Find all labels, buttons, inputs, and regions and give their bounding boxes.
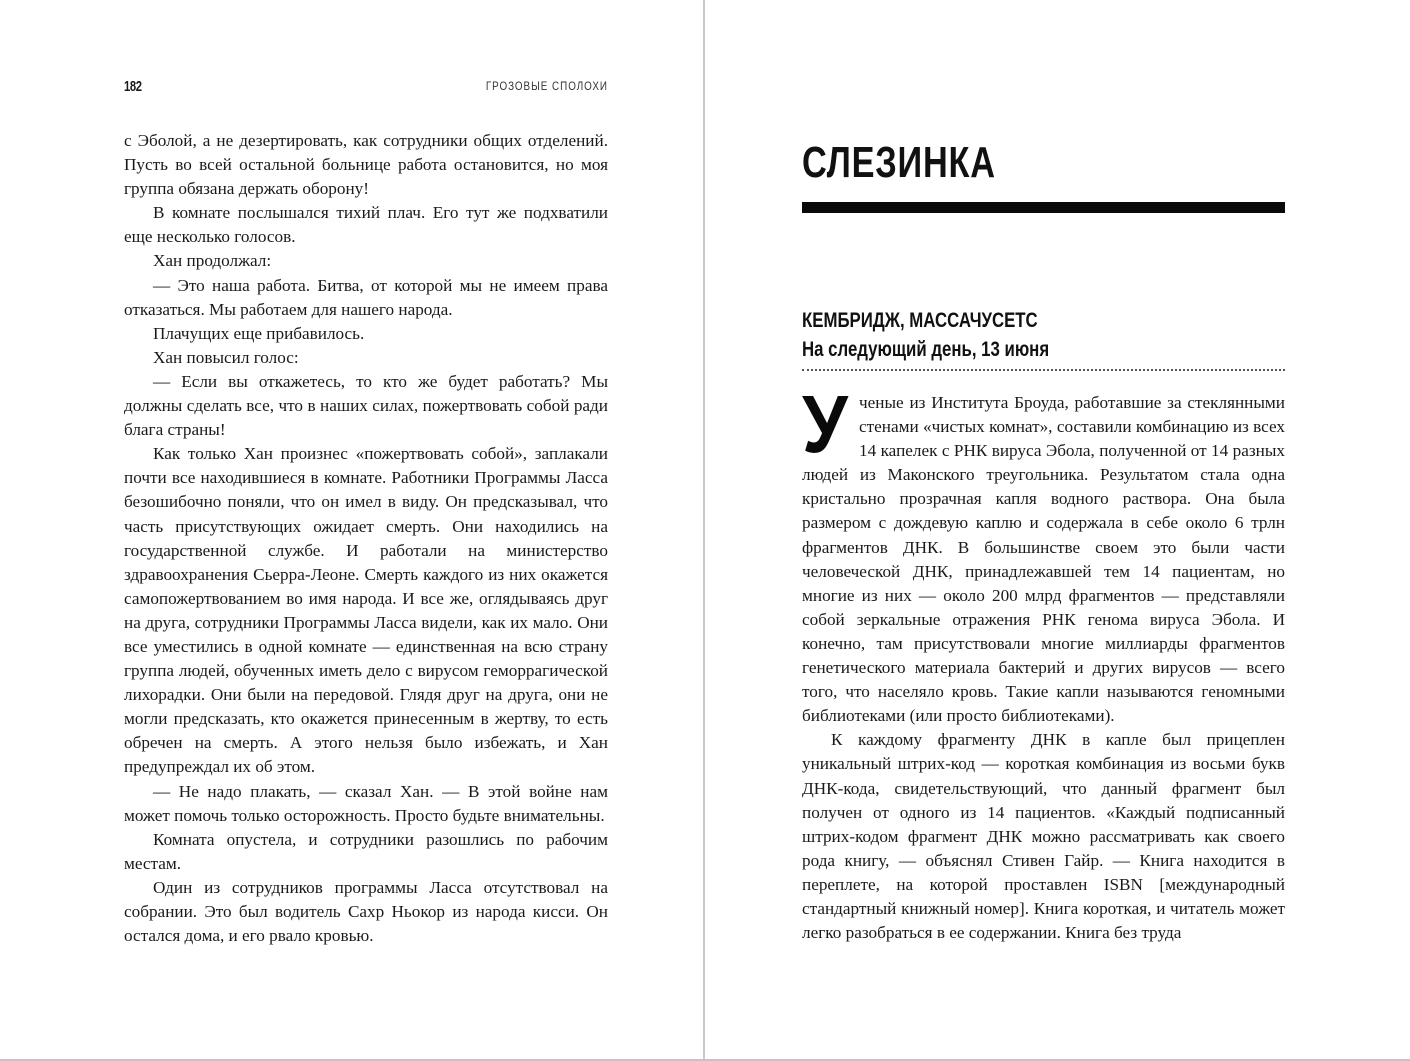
paragraph: — Если вы откажетесь, то кто же будет работать? Мы должны сделать все, что в наших силах, пожертвовать собой ради блага страны!	[124, 371, 608, 440]
paragraph: Плачущих еще прибавилось.	[153, 323, 365, 343]
paragraph: К каждому фрагменту ДНК в капле был прицеплен уникальный штрих-код — короткая комбинация из восьми букв ДНК-кода, свидетельствующий, что данный фрагмент был получен от одного из 14 пациентов. «Каждый подписанный штрих-кодом фрагмент ДНК можно рассматривать как своего рода книгу, — объяснял Стивен Гайр. — Книга находится в переплете, на которой проставлен ISBN [международный стандартный книжный номер]. Книга короткая, и читатель может легко разобраться в ее содержании. Книга без труда	[802, 730, 1285, 943]
paragraph-text: ченые из Института Броуда, работавшие за стеклянными стенами «чистых комнат», составили комбинацию из всех 14 капелек с РНК вируса Эбола, полученной от 14 разных людей из Маконского треугольника. Результатом стала одна кристально прозрачная капля водного раствора. Она была размером с дождевую каплю и содержала в себе около 6 трлн фрагментов ДНК. В большинстве своем это были части человеческой ДНК, принадлежавшей тем 14 пациентам, но многие из них — около 200 млрд фрагментов — представляли собой зеркальные отражения РНК генома вируса Эбола. И конечно, там присутствовали многие миллиарды фрагментов генетического материала бактерий и других вирусов — всего того, что населяло кровь. Такие капли называются геномными библиотеками (или просто библиотеками).	[802, 393, 1285, 726]
date-label: На следующий день, 13 июня	[802, 338, 1050, 361]
paragraph	[802, 379, 1285, 728]
right-body-text	[802, 379, 1285, 945]
right-page	[705, 0, 1410, 1058]
paragraph: — Это наша работа. Битва, от которой мы не имеем права отказаться. Мы работаем для нашего народа.	[124, 275, 608, 319]
left-body-text	[124, 129, 608, 948]
left-page	[0, 0, 703, 1058]
paragraph: В комнате послышался тихий плач. Его тут же подхватили еще несколько голосов.	[124, 203, 608, 247]
paragraph: Хан повысил голос:	[153, 347, 299, 367]
drop-cap: У	[802, 379, 848, 470]
running-title: ГРОЗОВЫЕ СПОЛОХИ	[485, 79, 608, 93]
section-heading	[802, 306, 1049, 364]
paragraph: Комната опустела, и сотрудники разошлись по рабочим местам.	[124, 829, 608, 873]
dotted-divider	[802, 369, 1285, 371]
page-number: 182	[124, 77, 142, 95]
paragraph: Хан продолжал:	[153, 251, 272, 271]
location-label: КЕМБРИДЖ, МАССАЧУСЕТС	[802, 309, 1038, 332]
chapter-title: СЛЕЗИНКА	[802, 138, 996, 187]
paragraph: — Не надо плакать, — сказал Хан. — В этой войне нам может помочь только осторожность. Просто будьте внимательны.	[124, 781, 608, 825]
paragraph: с Эболой, а не дезертировать, как сотрудники общих отделений. Пусть во всей остальной больнице работа остановится, но моя группа обязана держать оборону!	[124, 131, 608, 199]
paragraph: Как только Хан произнес «пожертвовать собой», заплакали почти все находившиеся в комнате. Работники Программы Ласса безошибочно поняли, что он имел в виду. Он предсказывал, что часть присутствующих ожидает смерть. Они находились на государственной службе. И работали на министерство здравоохранения Сьерра-Леоне. Смерть каждого из них окажется самопожертвованием во имя народа. И все же, оглядываясь друг на друга, сотрудники Программы Ласса видели, как их мало. Они все уместились в одной комнате — единственная на всю страну группа людей, обученных иметь дело с вирусом геморрагической лихорадки. Они были на передовой. Глядя друг на друга, они не могли предсказать, кто окажется принесенным в жертву, то есть обречен на смерть. А этого нельзя было избежать, и Хан предупреждал их об этом.	[124, 444, 608, 777]
running-head	[124, 76, 608, 96]
paragraph: Один из сотрудников программы Ласса отсутствовал на собрании. Это был водитель Сахр Ньокор из народа кисси. Он остался дома, и его рвало кровью.	[124, 877, 608, 946]
chapter-rule	[802, 202, 1285, 213]
